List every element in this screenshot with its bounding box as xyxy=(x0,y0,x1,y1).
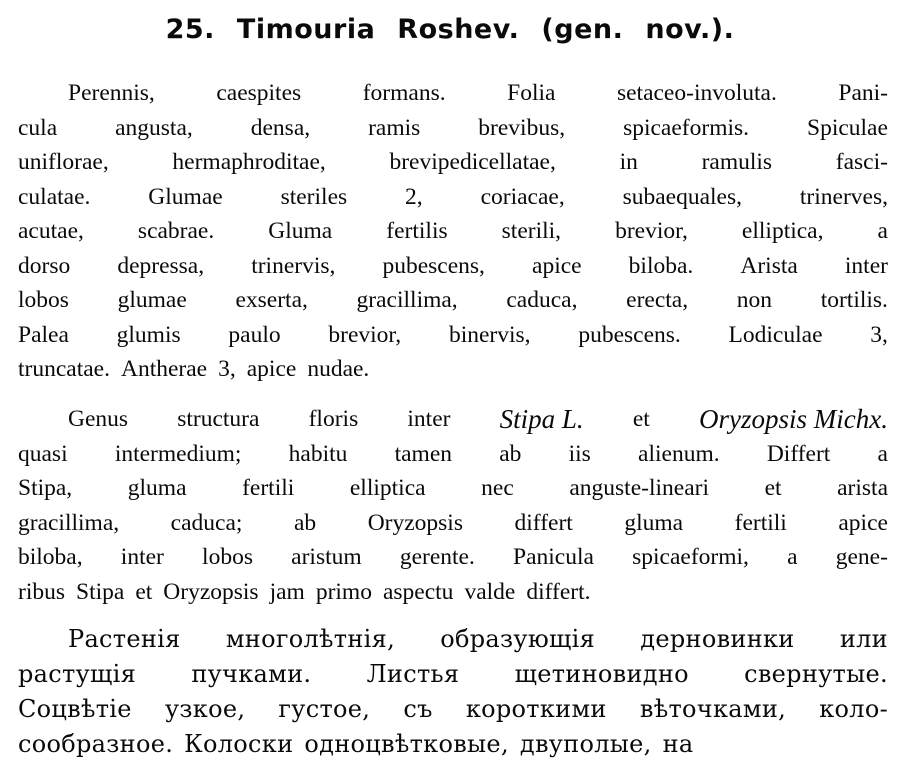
word: щетиновидно xyxy=(514,660,689,688)
word: Spiculae xyxy=(807,114,888,141)
word: многолѣтнія, xyxy=(225,625,396,653)
word: scabrae. xyxy=(137,218,215,244)
word: Gluma xyxy=(268,218,333,244)
word: густое, xyxy=(278,695,371,723)
word: ramis xyxy=(368,114,421,141)
word: двуполые, xyxy=(519,730,652,758)
word: trinerves, xyxy=(799,183,888,210)
word: inter xyxy=(120,544,164,570)
word: одноцвѣтковые, xyxy=(304,730,509,758)
word: biloba. xyxy=(628,252,694,279)
word: gluma xyxy=(127,475,187,501)
word: elliptica, xyxy=(741,218,824,244)
word: nudae. xyxy=(307,356,370,382)
word: Stipa L. xyxy=(499,404,584,434)
word: cula xyxy=(18,114,58,141)
word: или xyxy=(839,625,888,653)
word: ribus xyxy=(18,578,65,605)
word: setaceo-involuta. xyxy=(616,80,777,106)
word: aristum xyxy=(291,544,362,570)
word: Oryzopsis Michx. xyxy=(698,404,888,434)
word: Glumae xyxy=(148,183,223,210)
text-line xyxy=(18,622,888,657)
word: lobos xyxy=(202,544,253,570)
word: alienum. xyxy=(638,440,720,467)
word: gracillima, xyxy=(356,287,458,313)
word: a xyxy=(877,218,888,244)
word: свернутые. xyxy=(744,660,888,688)
word: brevior, xyxy=(615,218,688,244)
word: floris xyxy=(308,406,359,432)
word: acutae, xyxy=(18,218,84,244)
word: inter xyxy=(407,406,451,432)
word: Stipa xyxy=(76,578,125,605)
word: gene- xyxy=(835,544,888,570)
text-line xyxy=(18,352,888,387)
text-line xyxy=(18,145,888,180)
word: elliptica xyxy=(349,475,426,501)
word: Differt xyxy=(766,440,831,467)
word: brevior, xyxy=(328,321,402,348)
word: brevipedicellatae, xyxy=(389,149,556,175)
word: angusta, xyxy=(115,114,193,141)
word: fertilis xyxy=(386,218,448,244)
word: steriles xyxy=(280,183,348,210)
word: apice xyxy=(246,356,297,382)
genus-note-close: nov.). xyxy=(645,14,735,45)
word: на xyxy=(662,730,694,758)
word: hermaphroditae, xyxy=(172,149,326,175)
word: depressa, xyxy=(117,252,205,279)
word: gracillima, xyxy=(18,509,120,536)
word: fertili xyxy=(242,475,295,501)
word: gluma xyxy=(624,509,684,536)
word: caduca, xyxy=(506,287,578,313)
word: brevibus, xyxy=(478,114,566,141)
word: вѣточками, xyxy=(639,695,787,723)
word: пучками. xyxy=(191,660,312,688)
word: ab xyxy=(499,440,522,467)
word: Pani- xyxy=(838,80,888,106)
word: dorso xyxy=(18,252,71,279)
word: binervis, xyxy=(448,321,531,348)
word: Oryzopsis xyxy=(367,509,463,536)
word: densa, xyxy=(250,114,311,141)
word: Lodiculae xyxy=(728,321,823,348)
text-line xyxy=(18,76,888,111)
text-line xyxy=(18,471,888,506)
word: растущія xyxy=(18,660,137,688)
word: a xyxy=(877,440,888,467)
word: fertili xyxy=(734,509,787,536)
word: paulo xyxy=(228,321,281,348)
word: sterili, xyxy=(501,218,562,244)
word: glumis xyxy=(116,321,181,348)
word: Perennis, xyxy=(68,80,155,106)
word: caespites xyxy=(216,80,302,106)
word: a xyxy=(787,544,798,570)
text-line xyxy=(18,506,888,541)
word: caduca; xyxy=(170,509,243,536)
word: Folia xyxy=(507,80,556,106)
genus-author: Roshev. xyxy=(397,14,520,45)
text-line xyxy=(18,727,888,762)
word: Соцвѣтіе xyxy=(18,695,132,723)
text-line xyxy=(18,249,888,284)
word: Листья xyxy=(366,660,460,688)
word: lobos xyxy=(18,287,69,313)
word: in xyxy=(619,149,638,175)
word: formans. xyxy=(362,80,446,106)
word: коло- xyxy=(819,695,888,723)
word: quasi xyxy=(18,440,68,467)
word: primo xyxy=(315,578,372,605)
word: intermedium; xyxy=(114,440,242,467)
text-line xyxy=(18,575,888,610)
text-line xyxy=(18,111,888,146)
word: 2, xyxy=(405,183,423,210)
word: pubescens, xyxy=(382,252,485,279)
word: inter xyxy=(844,252,888,279)
text-line xyxy=(18,437,888,472)
word: aspectu xyxy=(382,578,454,605)
word: trinervis, xyxy=(251,252,336,279)
word: tamen xyxy=(394,440,453,467)
word: gerente. xyxy=(399,544,475,570)
word: tortilis. xyxy=(820,287,888,313)
text-line xyxy=(18,402,888,437)
word: truncatae. xyxy=(18,356,110,382)
word: culatae. xyxy=(18,183,91,210)
text-line xyxy=(18,180,888,215)
word: valde xyxy=(464,578,516,605)
word: Panicula xyxy=(513,544,594,570)
word: differt xyxy=(514,509,573,536)
word: образующія xyxy=(440,625,596,653)
word: Antherae xyxy=(120,356,208,382)
word: Genus xyxy=(68,406,129,432)
word: et xyxy=(135,578,153,605)
word: сообразное. xyxy=(18,730,174,758)
word: 3, xyxy=(870,321,888,348)
word: Stipa, xyxy=(18,475,73,501)
word: coriacae, xyxy=(480,183,565,210)
word: ab xyxy=(293,509,317,536)
text-line xyxy=(18,283,888,318)
latin-discussion-paragraph xyxy=(18,402,888,609)
word: узкое, xyxy=(164,695,246,723)
word: habitu xyxy=(288,440,348,467)
word: et xyxy=(764,475,782,501)
word: ramulis xyxy=(701,149,773,175)
word: exserta, xyxy=(235,287,308,313)
word: spicaeformi, xyxy=(632,544,749,570)
word: differt. xyxy=(526,578,591,605)
word: erecta, xyxy=(626,287,689,313)
word: uniflorae, xyxy=(18,149,109,175)
word: Palea xyxy=(18,321,69,348)
word: nec xyxy=(481,475,514,501)
text-line xyxy=(18,657,888,692)
word: spicaeformis. xyxy=(623,114,750,141)
word: anguste-lineari xyxy=(569,475,709,501)
word: fasci- xyxy=(835,149,888,175)
text-line xyxy=(18,214,888,249)
text-line xyxy=(18,692,888,727)
latin-description-paragraph xyxy=(18,76,888,387)
text-line xyxy=(18,318,888,353)
word: biloba, xyxy=(18,544,83,570)
russian-description-paragraph xyxy=(18,622,888,762)
word: glumae xyxy=(117,287,187,313)
word: дерновинки xyxy=(640,625,795,653)
word: arista xyxy=(837,475,888,501)
word: subaequales, xyxy=(622,183,743,210)
word: jam xyxy=(269,578,305,605)
genus-number: 25. xyxy=(165,14,215,45)
genus-note-open: (gen. xyxy=(541,14,624,45)
word: apice xyxy=(532,252,582,279)
word: Растенія xyxy=(68,625,181,653)
word: apice xyxy=(838,509,888,536)
word: Колоски xyxy=(184,730,294,758)
word: et xyxy=(632,406,650,432)
word: съ xyxy=(403,695,433,723)
word: non xyxy=(736,287,773,313)
genus-name: Timouria xyxy=(236,14,376,45)
word: Oryzopsis xyxy=(163,578,259,605)
genus-heading xyxy=(0,14,900,45)
text-line xyxy=(18,540,888,575)
word: pubescens. xyxy=(578,321,681,348)
word: Arista xyxy=(740,252,798,279)
word: 3, xyxy=(218,356,236,382)
word: iis xyxy=(568,440,591,467)
word: structura xyxy=(177,406,260,432)
word: короткими xyxy=(465,695,607,723)
